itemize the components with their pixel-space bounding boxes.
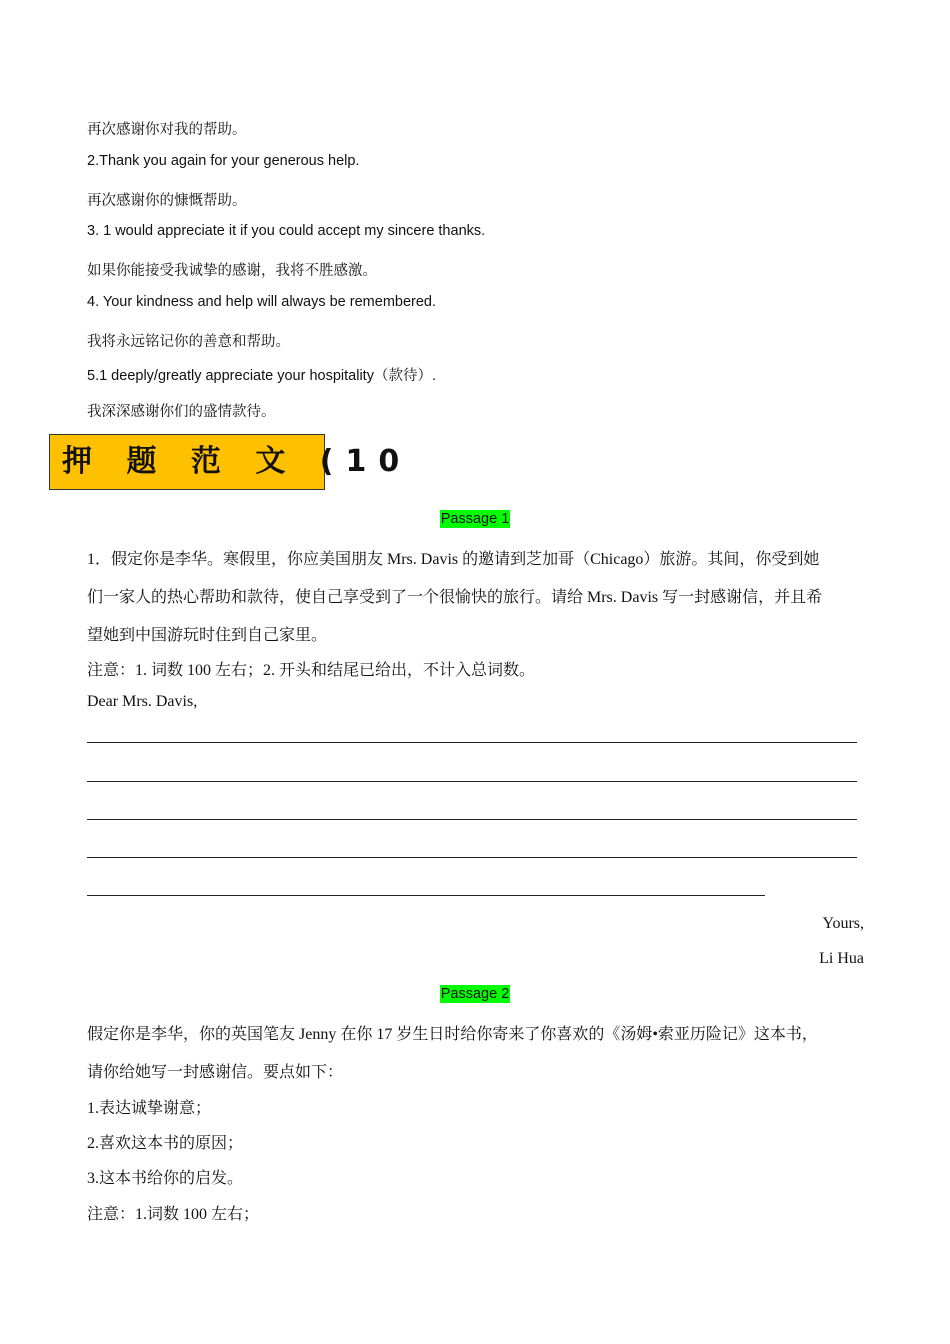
letter-salutation: Dear Mrs. Davis, bbox=[87, 693, 198, 710]
phrase-5-english: 5.1 deeply/greatly appreciate your hospitality（款待）. bbox=[87, 368, 436, 384]
answer-line bbox=[87, 819, 857, 820]
passage-2-heading: Passage 2 bbox=[440, 986, 510, 1002]
section-banner: 押 题 范 文 (10 bbox=[49, 434, 325, 490]
phrase-4-translation: 我将永远铭记你的善意和帮助。 bbox=[87, 334, 290, 350]
passage-2-note: 注意：1.词数 100 左右； bbox=[87, 1206, 260, 1223]
letter-closing: Yours, bbox=[822, 915, 864, 932]
phrase-2-english: 2.Thank you again for your generous help. bbox=[87, 153, 360, 169]
passage-2-prompt-line-2: 请你给她写一封感谢信。要点如下： bbox=[87, 1064, 344, 1081]
phrase-3-english: 3. 1 would appreciate it if you could accept my sincere thanks. bbox=[87, 223, 486, 239]
passage-1-note: 注意：1. 词数 100 左右；2. 开头和结尾已给出，不计入总词数。 bbox=[87, 662, 536, 679]
phrase-2-translation: 再次感谢你的慷慨帮助。 bbox=[87, 193, 247, 209]
answer-line bbox=[87, 895, 765, 896]
phrase-5-translation: 我深深感谢你们的盛情款待。 bbox=[87, 404, 276, 420]
answer-line bbox=[87, 781, 857, 782]
letter-signature: Li Hua bbox=[819, 950, 864, 967]
passage-2-point-2: 2.喜欢这本书的原因； bbox=[87, 1135, 244, 1152]
passage-1-prompt-line-1: 1．假定你是李华。寒假里，你应美国朋友 Mrs. Davis 的邀请到芝加哥（Chicago）旅游。其间，你受到她 bbox=[87, 551, 820, 568]
passage-2-point-3: 3.这本书给你的启发。 bbox=[87, 1170, 244, 1187]
passage-1-prompt-line-2: 们一家人的热心帮助和款待，使自己享受到了一个很愉快的旅行。请给 Mrs. Davis 写一封感谢信，并且希 bbox=[87, 589, 823, 606]
phrase-1-translation: 再次感谢你对我的帮助。 bbox=[87, 122, 247, 138]
answer-line bbox=[87, 742, 857, 743]
answer-line bbox=[87, 857, 857, 858]
phrase-4-english: 4. Your kindness and help will always be remembered. bbox=[87, 294, 437, 310]
passage-2-prompt-line-1: 假定你是李华，你的英国笔友 Jenny 在你 17 岁生日时给你寄来了你喜欢的《汤姆•索亚历险记》这本书， bbox=[87, 1026, 818, 1043]
passage-1-heading: Passage 1 bbox=[440, 511, 510, 527]
phrase-3-translation: 如果你能接受我诚挚的感谢，我将不胜感激。 bbox=[87, 263, 377, 279]
passage-1-prompt-line-3: 望她到中国游玩时住到自己家里。 bbox=[87, 627, 328, 644]
passage-2-point-1: 1.表达诚挚谢意； bbox=[87, 1100, 212, 1117]
